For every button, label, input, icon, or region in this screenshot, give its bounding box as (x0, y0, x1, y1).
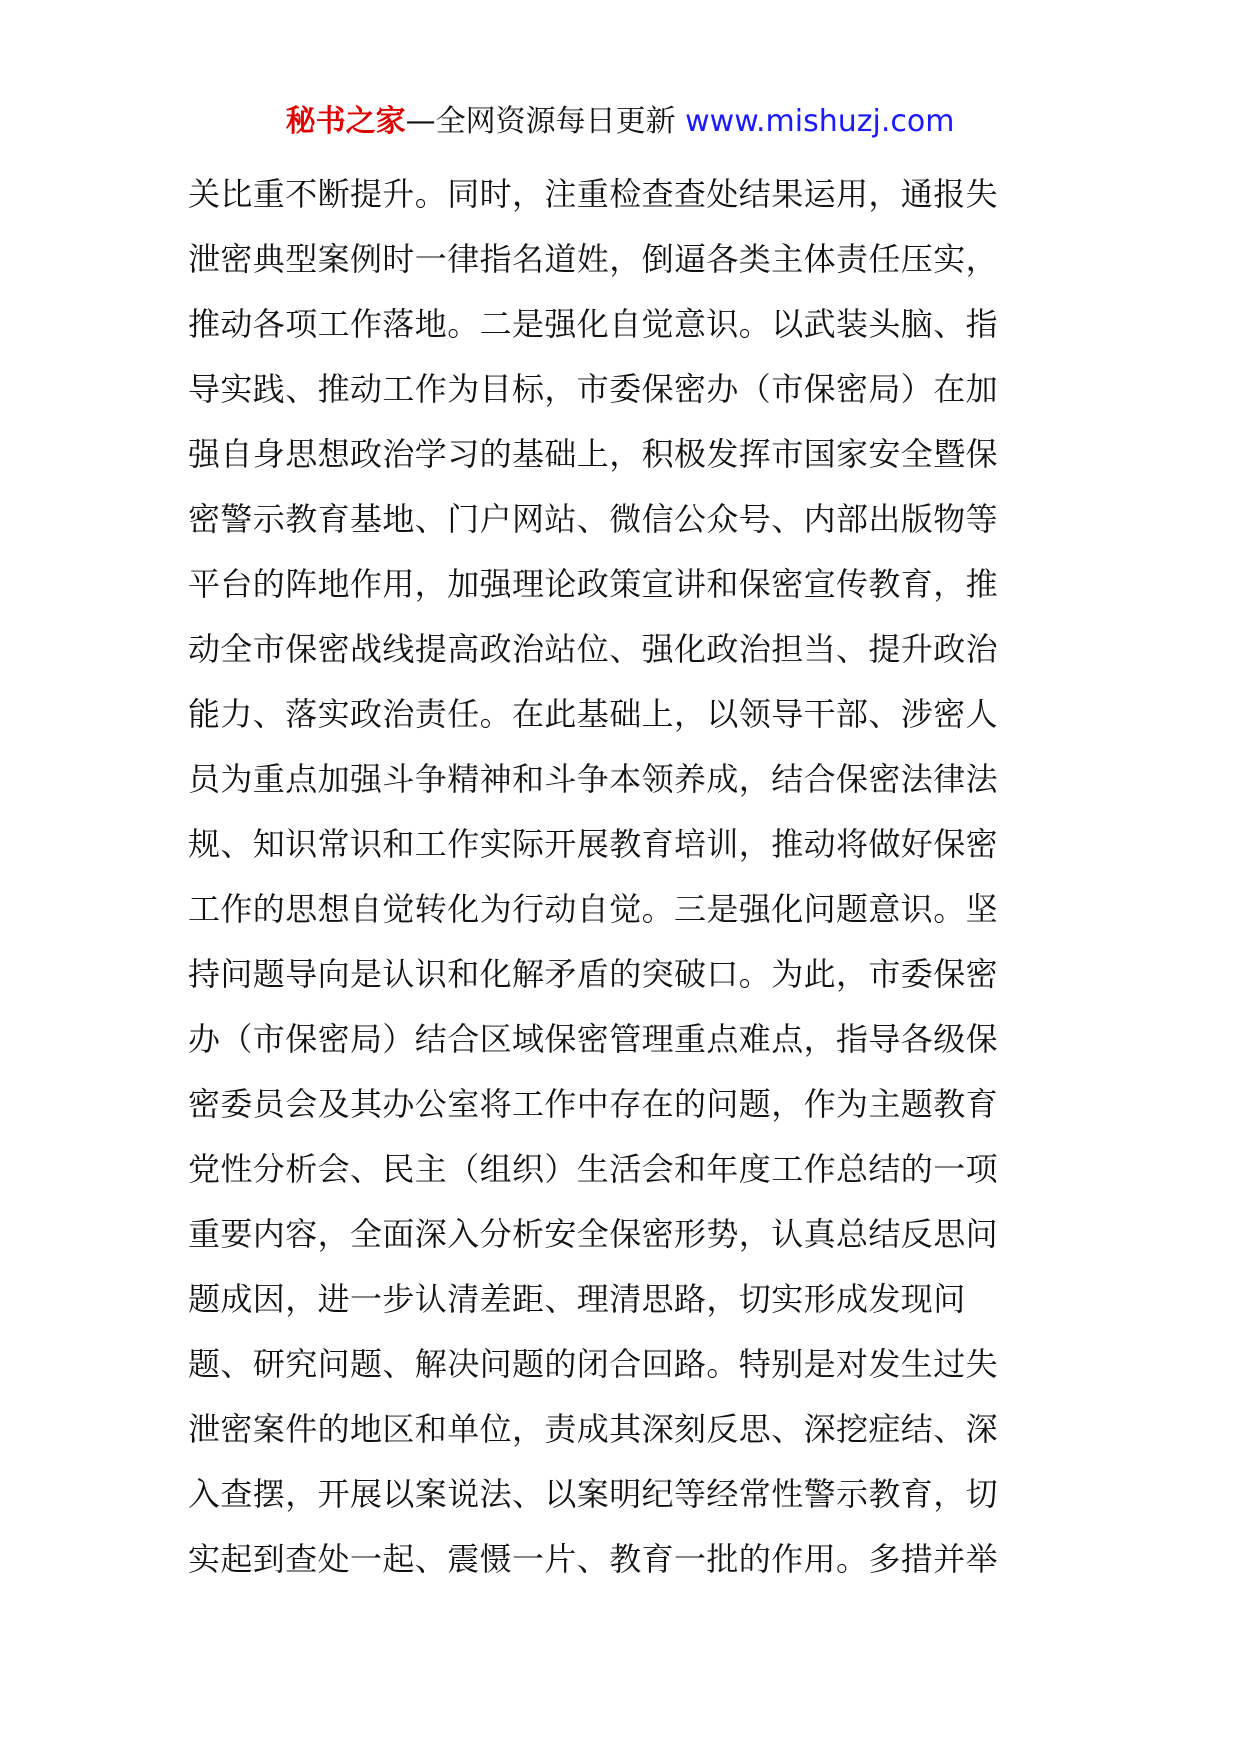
body-text (188, 162, 1058, 1592)
text-line: 导实践、推动工作为目标，市委保密办（市保密局）在加 (188, 370, 999, 408)
text-line: 能力、落实政治责任。在此基础上，以领导干部、涉密人 (188, 695, 999, 733)
text-line: 持问题导向是认识和化解矛盾的突破口。为此，市委保密 (188, 955, 999, 993)
text-line: 员为重点加强斗争精神和斗争本领养成，结合保密法律法 (188, 760, 999, 798)
text-line: 泄密典型案例时一律指名道姓，倒逼各类主体责任压实， (188, 240, 999, 278)
brand-name: 秘书之家 (285, 104, 406, 139)
page-header (0, 102, 1240, 142)
site-url-link[interactable]: www.mishuzj.com (685, 104, 955, 139)
text-line: 重要内容，全面深入分析安全保密形势，认真总结反思问 (188, 1215, 999, 1253)
text-line: 密委员会及其办公室将工作中存在的问题，作为主题教育 (188, 1085, 999, 1123)
text-line: 关比重不断提升。同时，注重检查查处结果运用，通报失 (188, 175, 999, 213)
text-line: 推动各项工作落地。二是强化自觉意识。以武装头脑、指 (188, 305, 999, 343)
text-line: 动全市保密战线提高政治站位、强化政治担当、提升政治 (188, 630, 999, 668)
text-line: 入查摆，开展以案说法、以案明纪等经常性警示教育，切 (188, 1475, 999, 1513)
text-line: 党性分析会、民主（组织）生活会和年度工作总结的一项 (188, 1150, 999, 1188)
text-line: 规、知识常识和工作实际开展教育培训，推动将做好保密 (188, 825, 999, 863)
text-line: 题、研究问题、解决问题的闭合回路。特别是对发生过失 (188, 1345, 999, 1383)
text-line: 平台的阵地作用，加强理论政策宣讲和保密宣传教育，推 (188, 565, 999, 603)
text-line: 强自身思想政治学习的基础上，积极发挥市国家安全暨保 (188, 435, 999, 473)
header-slogan: —全网资源每日更新 (405, 104, 686, 139)
text-line: 密警示教育基地、门户网站、微信公众号、内部出版物等 (188, 500, 999, 538)
text-line: 实起到查处一起、震慑一片、教育一批的作用。多措并举 (188, 1540, 999, 1578)
text-line: 题成因，进一步认清差距、理清思路，切实形成发现问 (188, 1280, 966, 1318)
text-line: 工作的思想自觉转化为行动自觉。三是强化问题意识。坚 (188, 890, 999, 928)
text-line: 泄密案件的地区和单位，责成其深刻反思、深挖症结、深 (188, 1410, 999, 1448)
text-line: 办（市保密局）结合区域保密管理重点难点，指导各级保 (188, 1020, 999, 1058)
